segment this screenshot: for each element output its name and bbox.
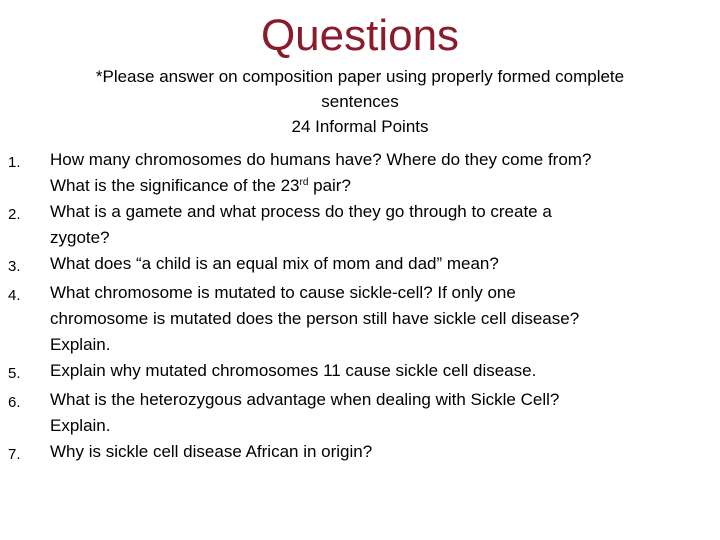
question-line: Explain. (50, 416, 111, 435)
question-item (8, 358, 708, 387)
question-number: 6. (8, 394, 21, 411)
question-text (50, 147, 708, 199)
question-item (8, 439, 708, 468)
instructions (30, 64, 690, 139)
question-line: chromosome is mutated does the person still have sickle cell disease? (50, 309, 580, 328)
question-number: 7. (8, 446, 21, 463)
slide-title: Questions (260, 11, 460, 60)
question-line: What chromosome is mutated to cause sickle-cell? If only one (50, 283, 516, 302)
question-item (8, 199, 708, 251)
question-item (8, 251, 708, 280)
question-text (50, 358, 708, 384)
question-line-part: pair? (308, 176, 351, 195)
ordinal-suffix: rd (299, 177, 309, 188)
question-item (8, 147, 708, 199)
question-line: How many chromosomes do humans have? Where do they come from? (50, 150, 592, 169)
question-number: 3. (8, 258, 21, 275)
question-item (8, 387, 708, 439)
question-text (50, 439, 708, 465)
question-number: 2. (8, 206, 21, 223)
question-line: What is a gamete and what process do they go through to create a (50, 202, 552, 221)
question-line: Explain why mutated chromosomes 11 cause sickle cell disease. (50, 361, 537, 380)
instructions-line: *Please answer on composition paper using properly formed complete (95, 67, 625, 86)
question-line (50, 173, 708, 199)
question-line-part: What is the significance of the 23 (50, 176, 300, 195)
question-list (8, 147, 708, 468)
question-text (50, 199, 708, 251)
question-number: 4. (8, 287, 21, 304)
question-line: zygote? (50, 228, 110, 247)
points-line: 24 Informal Points (291, 117, 429, 136)
question-text (50, 280, 708, 358)
instructions-line: sentences (321, 92, 399, 111)
question-line: What is the heterozygous advantage when dealing with Sickle Cell? (50, 390, 560, 409)
question-number: 1. (8, 154, 21, 171)
question-line: Explain. (50, 335, 111, 354)
question-item (8, 280, 708, 358)
question-line: Why is sickle cell disease African in origin? (50, 442, 373, 461)
question-line: What does “a child is an equal mix of mom and dad” mean? (50, 254, 499, 273)
question-number: 5. (8, 365, 21, 382)
question-text (50, 251, 708, 277)
question-text (50, 387, 708, 439)
